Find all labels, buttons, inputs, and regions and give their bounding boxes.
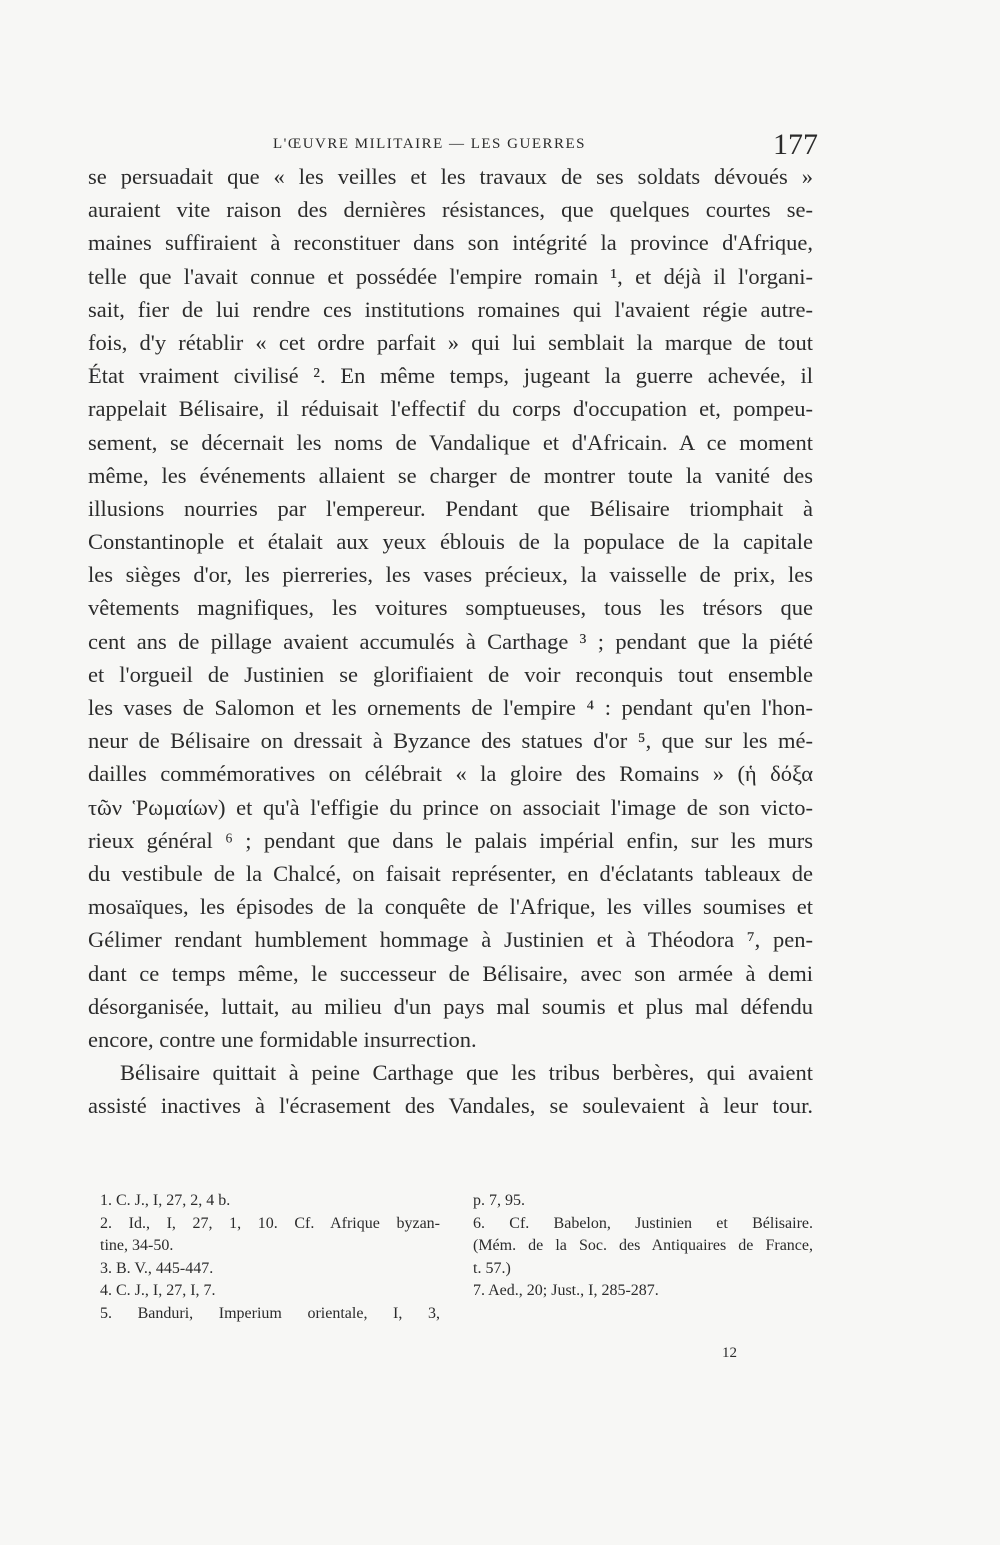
footnote-line: tine, 34-50.: [100, 1237, 174, 1254]
text-line: État vraiment civilisé ². En même temps, jugeant la guerre achevée, il: [88, 363, 813, 389]
text-line: maines suffiraient à reconstituer dans son intégrité la province d'Afrique,: [88, 230, 813, 256]
footnote-line: t. 57.): [473, 1259, 511, 1277]
text-line: telle que l'avait connue et possédée l'empire romain ¹, et déjà il l'organi-: [88, 263, 813, 289]
text-line: sement, se décernait les noms de Vandalique et d'Africain. A ce moment: [88, 429, 813, 455]
text-line: dailles commémoratives on célébrait « la gloire des Romains » (ἡ δόξα: [88, 761, 813, 787]
text-line: illusions nourries par l'empereur. Pendant que Bélisaire triomphait à: [88, 495, 813, 521]
signature-folio: 12: [722, 1345, 737, 1361]
text-line: Gélimer rendant humblement hommage à Justinien et à Théodora ⁷, pen-: [88, 927, 813, 953]
footnote-line: 4. C. J., I, 27, I, 7.: [100, 1282, 216, 1299]
text-line: Constantinople et étalait aux yeux éblouis de la populace de la capitale: [88, 529, 813, 555]
text-line: rieux général ⁶ ; pendant que dans le palais impérial enfin, sur les murs: [88, 827, 813, 853]
text-line: assisté inactives à l'écrasement des Vandales, se soulevaient à leur tour.: [88, 1093, 813, 1119]
running-title: L'ŒUVRE MILITAIRE — LES GUERRES: [273, 136, 586, 152]
text-line: cent ans de pillage avaient accumulés à Carthage ³ ; pendant que la piété: [88, 628, 813, 654]
footnote-line: (Mém. de la Soc. des Antiquaires de France,: [473, 1237, 813, 1254]
text-line: du vestibule de la Chalcé, on faisait représenter, en d'éclatants tableaux de: [88, 860, 813, 886]
text-line: Bélisaire quittait à peine Carthage que les tribus berbères, qui avaient: [120, 1060, 813, 1086]
footnotes: [88, 1190, 813, 1335]
text-line: désorganisée, luttait, au milieu d'un pays mal soumis et plus mal défendu: [88, 993, 813, 1019]
body-text: [88, 160, 813, 1122]
text-line: dant ce temps même, le successeur de Bélisaire, avec son armée à demi: [88, 960, 813, 986]
text-line: même, les événements allaient se charger de montrer toute la vanité des: [88, 462, 813, 488]
footnote-line: 5. Banduri, Imperium orientale, I, 3,: [100, 1304, 440, 1322]
text-line: neur de Bélisaire on dressait à Byzance des statues d'or ⁵, que sur les mé-: [88, 728, 813, 754]
text-line: auraient vite raison des dernières résistances, que quelques courtes se-: [88, 197, 813, 223]
footnotes-left-column: [100, 1190, 440, 1325]
text-line: vêtements magnifiques, les voitures somptueuses, tous les trésors que: [88, 595, 813, 621]
text-line: rappelait Bélisaire, il réduisait l'effectif du corps d'occupation et, pompeu-: [88, 396, 813, 422]
footnote-line: 3. B. V., 445-447.: [100, 1259, 214, 1277]
footnote-line: 6. Cf. Babelon, Justinien et Bélisaire.: [473, 1214, 813, 1232]
footnote-line: 7. Aed., 20; Just., I, 285-287.: [473, 1282, 659, 1299]
page-number: 177: [773, 128, 818, 161]
text-line: se persuadait que « les veilles et les travaux de ses soldats dévoués »: [88, 164, 813, 189]
footnote-line: 2. Id., I, 27, 1, 10. Cf. Afrique byzan-: [100, 1214, 440, 1232]
text-line: τῶν Ῥωμαίων) et qu'à l'effigie du prince on associait l'image de son victo-: [88, 794, 813, 820]
text-line: les sièges d'or, les pierreries, les vases précieux, la vaisselle de prix, les: [88, 562, 813, 588]
text-line: mosaïques, les épisodes de la conquête de l'Afrique, les villes soumises et: [88, 894, 813, 920]
footnotes-right-column: [473, 1190, 813, 1303]
text-line: les vases de Salomon et les ornements de l'empire ⁴ : pendant qu'en l'hon-: [88, 695, 813, 720]
footnote-line: 1. C. J., I, 27, 2, 4 b.: [100, 1192, 231, 1209]
text-line: et l'orgueil de Justinien se glorifiaient de voir reconquis tout ensemble: [88, 661, 813, 687]
text-line: encore, contre une formidable insurrection.: [88, 1026, 477, 1052]
text-line: fois, d'y rétablir « cet ordre parfait » qui lui semblait la marque de tout: [88, 329, 813, 355]
footnote-line: p. 7, 95.: [473, 1192, 525, 1209]
text-line: sait, fier de lui rendre ces institutions romaines qui l'avaient régie autre-: [88, 296, 813, 322]
